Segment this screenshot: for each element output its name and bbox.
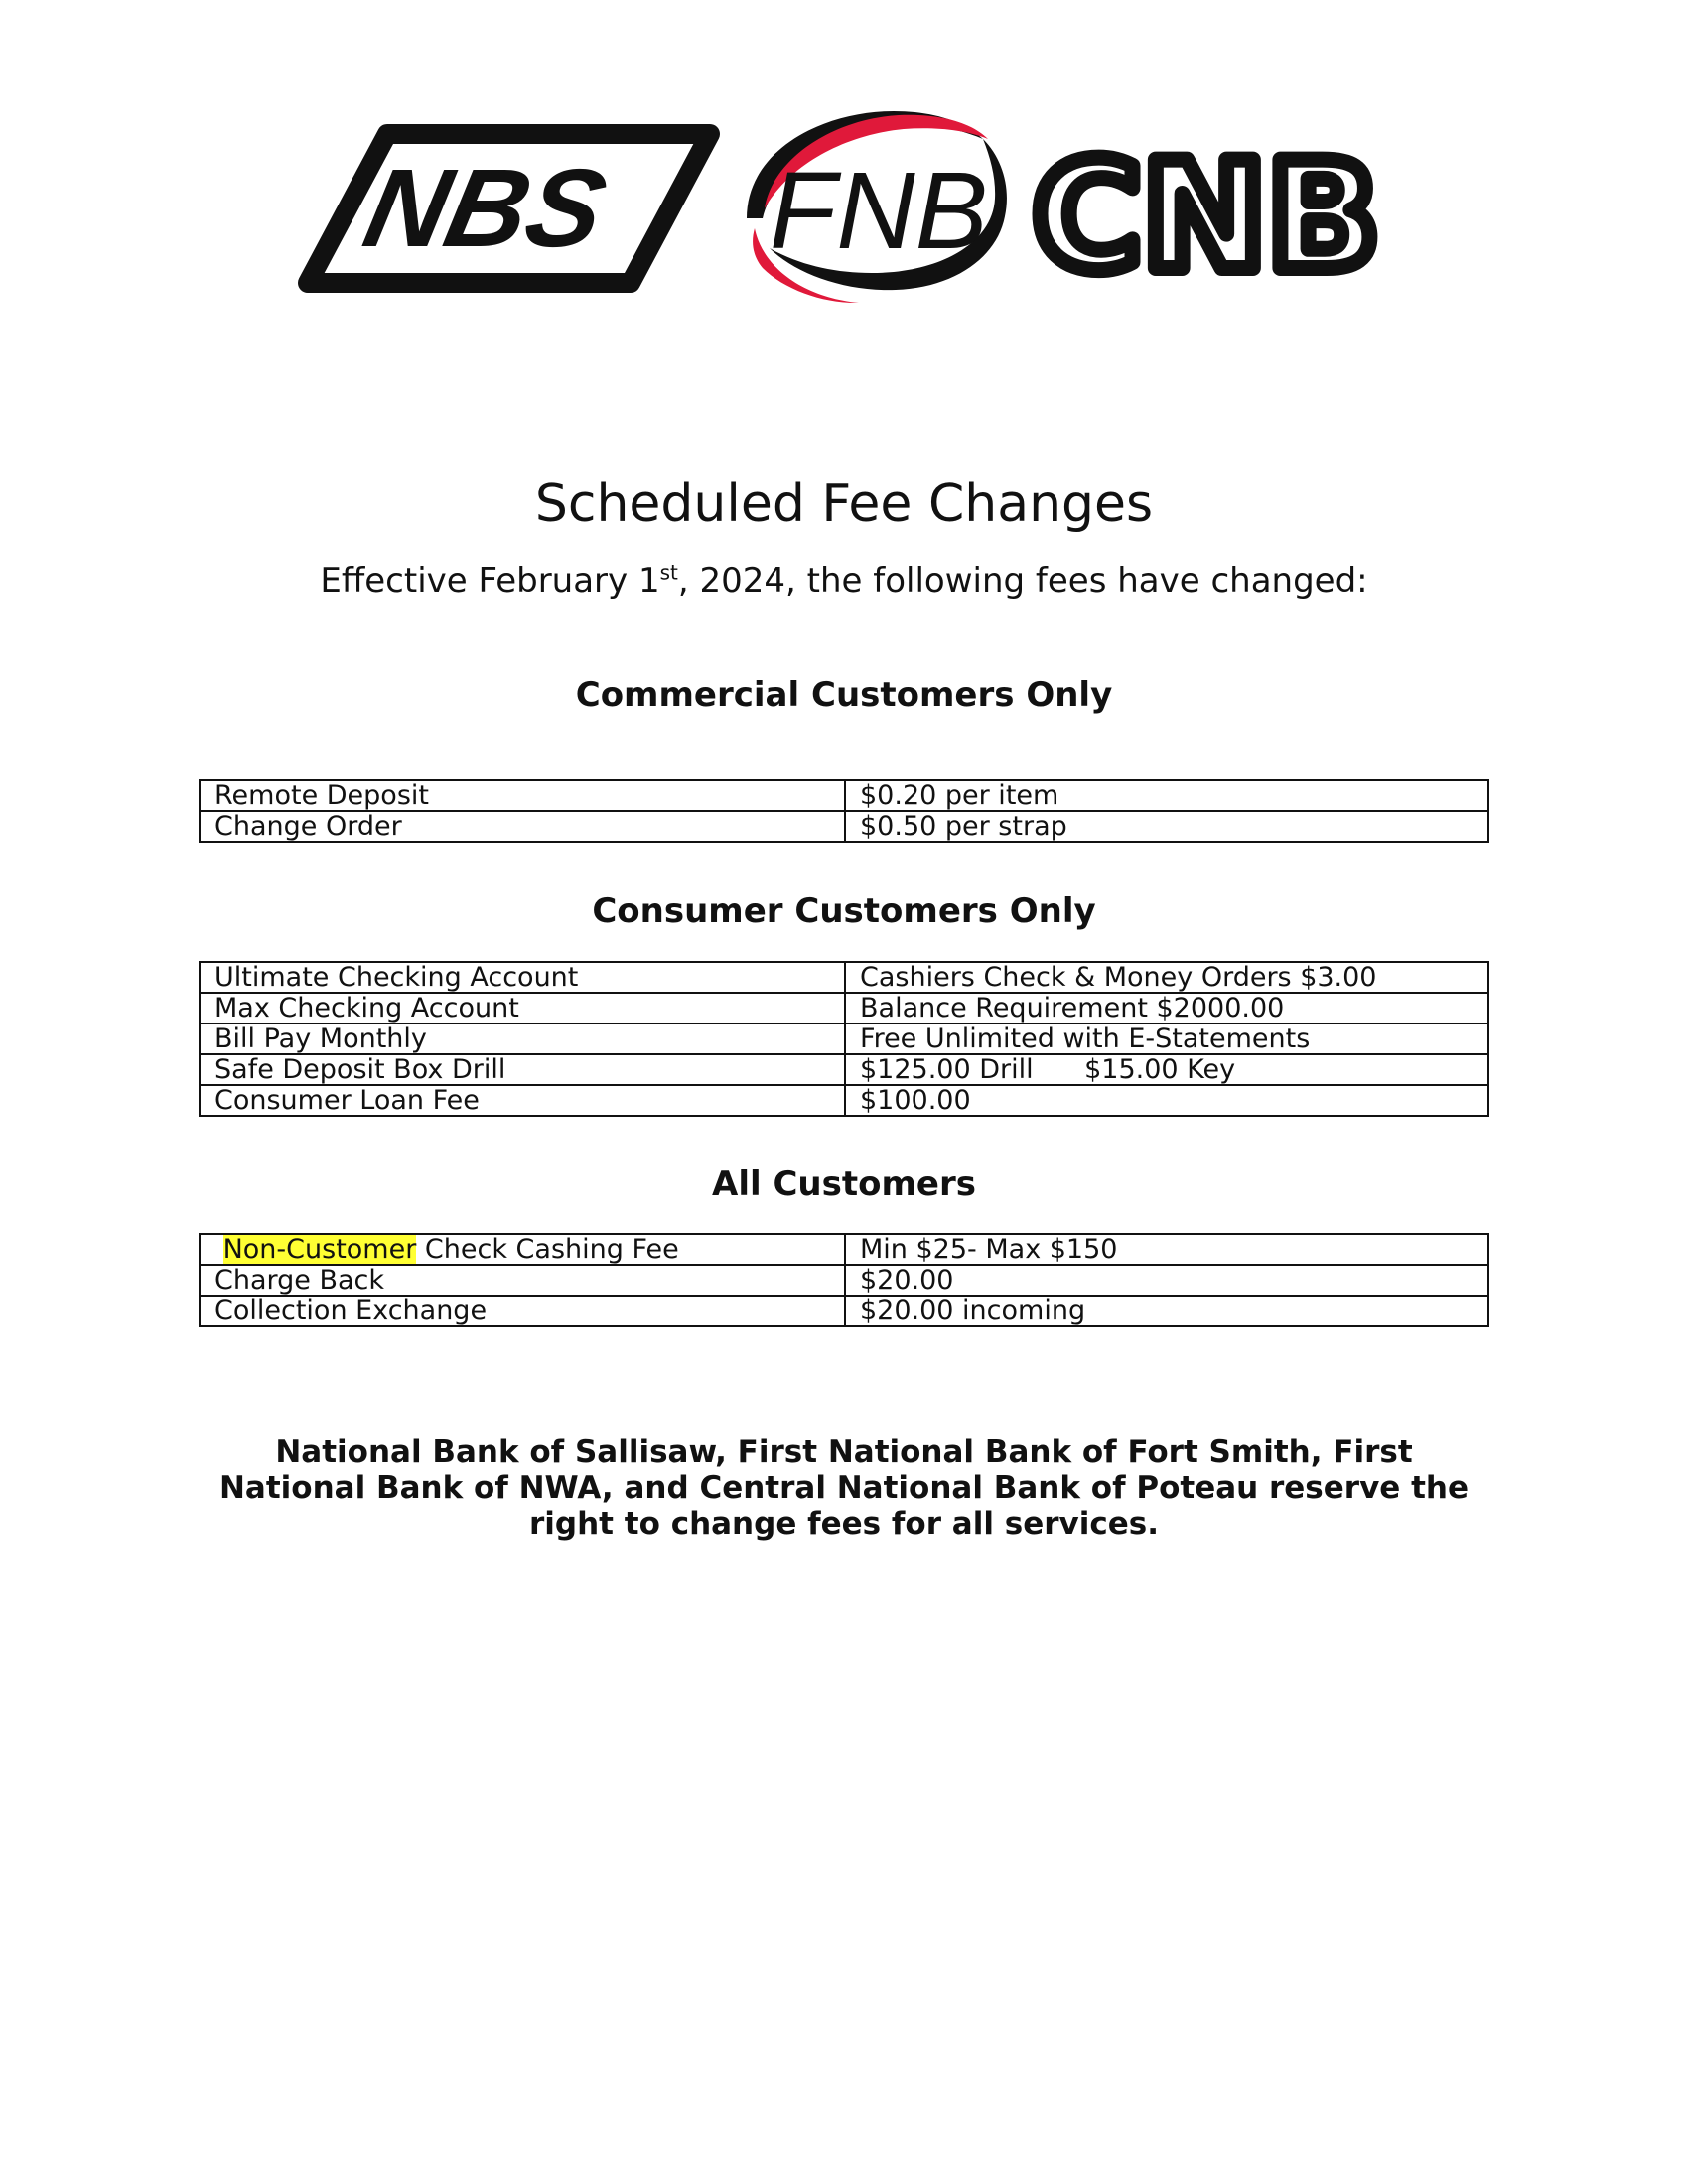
- fee-value: $100.00: [845, 1085, 1488, 1116]
- fee-name: Max Checking Account: [200, 993, 845, 1024]
- effective-date-line: [0, 561, 1688, 601]
- fee-value: Free Unlimited with E-Statements: [845, 1024, 1488, 1054]
- table-row: [200, 811, 1488, 842]
- highlighted-text: Non-Customer: [222, 1234, 417, 1265]
- fee-value: $20.00: [845, 1265, 1488, 1296]
- table-row: [200, 1265, 1488, 1296]
- disclaimer-text: National Bank of Sallisaw, First National Bank of Fort Smith, First National Bank of NWA, and Central National Bank of Poteau reserve the right to change fees for all services.: [218, 1434, 1470, 1542]
- table-row: [200, 962, 1488, 993]
- fee-name: Change Order: [200, 811, 845, 842]
- nbs-logo: [308, 134, 710, 283]
- table-row: [200, 780, 1488, 811]
- fnb-logo-text: FNB: [770, 150, 988, 272]
- fee-value: $0.50 per strap: [845, 811, 1488, 842]
- table-row: [200, 1024, 1488, 1054]
- nbs-logo-text: NBS: [354, 145, 617, 270]
- fee-name: Safe Deposit Box Drill: [200, 1054, 845, 1085]
- table-row: [200, 1085, 1488, 1116]
- cnb-logo: [1033, 131, 1380, 304]
- fee-name: Collection Exchange: [200, 1296, 845, 1326]
- fee-value: Balance Requirement $2000.00: [845, 993, 1488, 1024]
- fee-value: $20.00 incoming: [845, 1296, 1488, 1326]
- fee-value: Min $25- Max $150: [845, 1234, 1488, 1265]
- all-customers-fee-table: [199, 1233, 1489, 1327]
- fee-name: Bill Pay Monthly: [200, 1024, 845, 1054]
- subtitle-after: , 2024, the following fees have changed:: [677, 561, 1368, 601]
- consumer-heading: Consumer Customers Only: [592, 891, 1096, 931]
- subtitle-ordinal: st: [659, 560, 678, 585]
- commercial-heading: Commercial Customers Only: [575, 675, 1113, 715]
- subtitle-before: Effective February 1: [320, 561, 660, 601]
- fee-name: Charge Back: [200, 1265, 845, 1296]
- table-row: [200, 993, 1488, 1024]
- fee-name: Ultimate Checking Account: [200, 962, 845, 993]
- table-row: [200, 1234, 1488, 1265]
- fee-name: Consumer Loan Fee: [200, 1085, 845, 1116]
- page-title: Scheduled Fee Changes: [534, 475, 1154, 534]
- fee-name: [200, 1234, 845, 1265]
- bank-logos: [288, 99, 1400, 318]
- fee-name: Remote Deposit: [200, 780, 845, 811]
- fee-value: Cashiers Check & Money Orders $3.00: [845, 962, 1488, 993]
- fee-name-rest: Check Cashing Fee: [416, 1234, 679, 1265]
- consumer-fee-table: [199, 961, 1489, 1117]
- table-row: [200, 1296, 1488, 1326]
- fee-value: $0.20 per item: [845, 780, 1488, 811]
- fee-value: $125.00 Drill $15.00 Key: [845, 1054, 1488, 1085]
- all-customers-heading: All Customers: [712, 1164, 976, 1204]
- cnb-logo-text: CNB: [1033, 131, 1380, 304]
- fnb-logo: [747, 111, 1007, 303]
- table-row: [200, 1054, 1488, 1085]
- commercial-fee-table: [199, 779, 1489, 843]
